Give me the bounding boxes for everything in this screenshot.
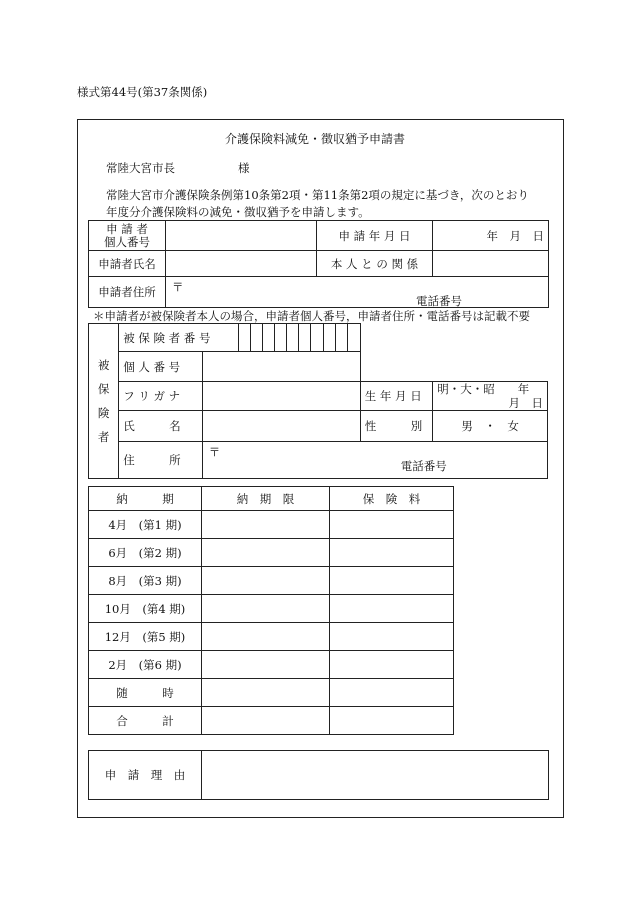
insured-number-digit[interactable] bbox=[347, 324, 360, 352]
premium-cell[interactable] bbox=[330, 651, 454, 679]
insured-number-digit[interactable] bbox=[287, 324, 299, 352]
due-date-cell[interactable] bbox=[202, 707, 330, 735]
table-row-period: 2月 (第6 期) bbox=[89, 651, 202, 679]
addressee-name: 常陸大宮市長 bbox=[106, 161, 175, 175]
addressee-honorific: 様 bbox=[238, 161, 250, 175]
insured-number-digit[interactable] bbox=[238, 324, 250, 352]
applicant-name-field[interactable] bbox=[166, 251, 317, 277]
applicant-address-field[interactable] bbox=[166, 277, 549, 308]
insured-side-label: 被 保 険 者 bbox=[89, 324, 119, 479]
relation-field[interactable] bbox=[433, 251, 549, 277]
applicant-name-label: 申請者氏名 bbox=[89, 251, 166, 277]
premium-cell[interactable] bbox=[330, 511, 454, 539]
table-row-period: 随 時 bbox=[89, 679, 202, 707]
applicant-number-field[interactable] bbox=[166, 221, 317, 251]
due-date-cell[interactable] bbox=[202, 623, 330, 651]
form-number: 様式第44号(第37条関係) bbox=[77, 85, 208, 99]
due-date-cell[interactable] bbox=[202, 539, 330, 567]
application-date-field[interactable]: 年 月 日 bbox=[433, 221, 549, 251]
applicant-phone-label: 電話番号 bbox=[416, 294, 462, 308]
payment-table bbox=[88, 486, 454, 735]
insured-number-digit[interactable] bbox=[323, 324, 335, 352]
premium-cell[interactable] bbox=[330, 707, 454, 735]
insured-table bbox=[88, 323, 548, 479]
personal-number-label: 個 人 番 号 bbox=[119, 352, 203, 382]
table-row-period: 合 計 bbox=[89, 707, 202, 735]
insured-name-field[interactable] bbox=[202, 411, 360, 442]
insured-number-digit[interactable] bbox=[263, 324, 275, 352]
intro-line-1: 常陸大宮市介護保険条例第10条第2項・第11条第2項の規定に基づき，次のとおり bbox=[106, 188, 529, 202]
birth-date-field[interactable]: 明・大・昭 年 月 日 bbox=[433, 382, 548, 411]
reason-field[interactable] bbox=[202, 751, 549, 800]
insured-number-digit[interactable] bbox=[299, 324, 311, 352]
application-date-label: 申 請 年 月 日 bbox=[317, 221, 433, 251]
table-row-period: 12月 (第5 期) bbox=[89, 623, 202, 651]
table-row-period: 10月 (第4 期) bbox=[89, 595, 202, 623]
insured-number-digit[interactable] bbox=[251, 324, 263, 352]
premium-cell[interactable] bbox=[330, 679, 454, 707]
due-date-cell[interactable] bbox=[202, 567, 330, 595]
intro-line-2: 年度分介護保険料の減免・徴収猶予を申請します。 bbox=[106, 205, 370, 219]
due-date-cell[interactable] bbox=[202, 651, 330, 679]
premium-cell[interactable] bbox=[330, 623, 454, 651]
gender-field[interactable]: 男 ・ 女 bbox=[433, 411, 548, 442]
header-premium: 保 険 料 bbox=[330, 487, 454, 511]
reason-table bbox=[88, 750, 549, 800]
applicant-number-label: 申 請 者 個人番号 bbox=[89, 221, 166, 251]
insured-name-label: 氏 名 bbox=[119, 411, 203, 442]
applicant-table bbox=[88, 220, 549, 308]
form-title: 介護保険料減免・徴収猶予申請書 bbox=[224, 132, 405, 146]
table-row-period: 6月 (第2 期) bbox=[89, 539, 202, 567]
insured-phone-label: 電話番号 bbox=[400, 459, 447, 473]
postal-mark: 〒 bbox=[208, 445, 221, 459]
due-date-cell[interactable] bbox=[202, 595, 330, 623]
postal-mark: 〒 bbox=[172, 280, 184, 294]
table-row-period: 8月 (第3 期) bbox=[89, 567, 202, 595]
due-date-cell[interactable] bbox=[202, 511, 330, 539]
relation-label: 本 人 と の 関 係 bbox=[317, 251, 433, 277]
insured-number-digit[interactable] bbox=[275, 324, 287, 352]
header-due-date: 納 期 限 bbox=[202, 487, 330, 511]
insured-number-digit[interactable] bbox=[311, 324, 323, 352]
applicant-address-label: 申請者住所 bbox=[89, 277, 166, 308]
insured-number-digit[interactable] bbox=[335, 324, 347, 352]
premium-cell[interactable] bbox=[330, 539, 454, 567]
insured-address-label: 住 所 bbox=[119, 442, 203, 479]
note: ＊申請者が被保険者本人の場合，申請者個人番号，申請者住所・電話番号は記載不要 bbox=[93, 309, 530, 323]
insured-number-label: 被 保 険 者 番 号 bbox=[119, 324, 239, 352]
gender-label: 性 別 bbox=[360, 411, 432, 442]
due-date-cell[interactable] bbox=[202, 679, 330, 707]
table-row-period: 4月 (第1 期) bbox=[89, 511, 202, 539]
personal-number-field[interactable] bbox=[202, 352, 360, 382]
birth-date-label: 生 年 月 日 bbox=[360, 382, 432, 411]
reason-label: 申 請 理 由 bbox=[89, 751, 202, 800]
furigana-label: フ リ ガ ナ bbox=[119, 382, 203, 411]
premium-cell[interactable] bbox=[330, 567, 454, 595]
furigana-field[interactable] bbox=[202, 382, 360, 411]
premium-cell[interactable] bbox=[330, 595, 454, 623]
header-due-period: 納 期 bbox=[89, 487, 202, 511]
insured-address-field[interactable] bbox=[202, 442, 547, 479]
